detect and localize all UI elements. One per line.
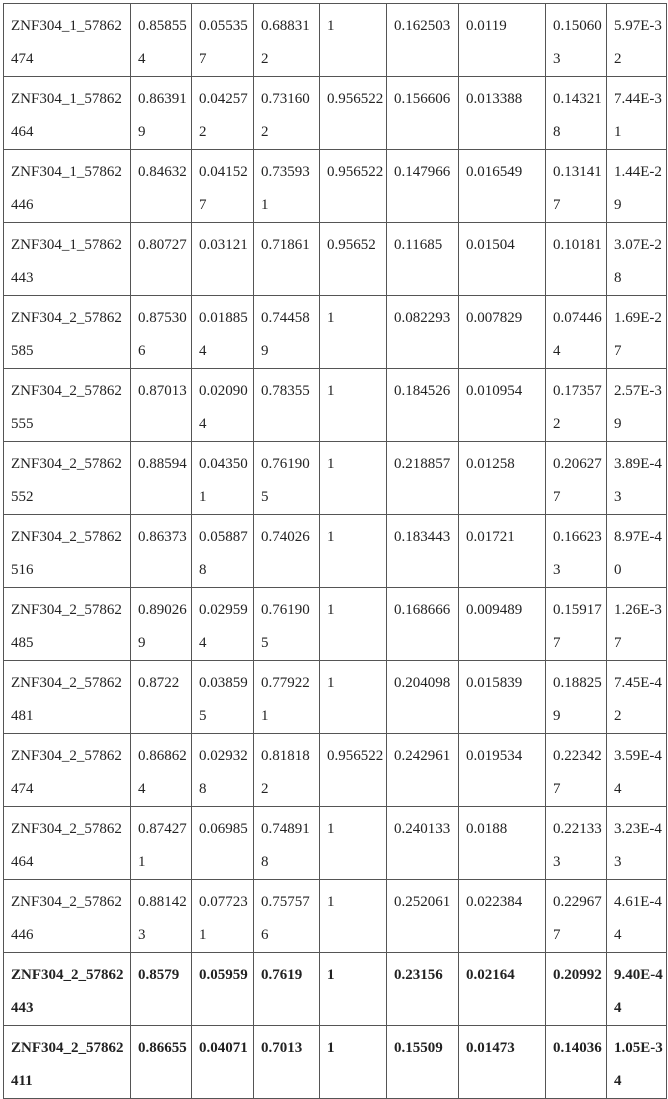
table-row [4, 953, 667, 1026]
value-cell: 0.055357 [192, 4, 254, 77]
value-cell: 0.074464 [546, 296, 607, 369]
value-cell: 0.0188 [459, 807, 546, 880]
value-cell: 0.8579 [131, 953, 192, 1026]
value-cell: 0.868624 [131, 734, 192, 807]
value-cell: 1 [320, 588, 387, 661]
value-cell: 0.082293 [387, 296, 459, 369]
table-row [4, 4, 667, 77]
value-cell: 0.168666 [387, 588, 459, 661]
value-cell: 0.166233 [546, 515, 607, 588]
value-cell: 0.95652 [320, 223, 387, 296]
row-id-cell: ZNF304_2_57862443 [4, 953, 131, 1026]
value-cell: 0.223427 [546, 734, 607, 807]
value-cell: 0.86373 [131, 515, 192, 588]
value-cell: 0.03121 [192, 223, 254, 296]
value-cell: 0.162503 [387, 4, 459, 77]
value-cell: 0.881423 [131, 880, 192, 953]
table-row [4, 807, 667, 880]
value-cell: 0.757576 [254, 880, 320, 953]
value-cell: 0.042572 [192, 77, 254, 150]
value-cell: 1.69E-27 [607, 296, 667, 369]
value-cell: 7.44E-31 [607, 77, 667, 150]
value-cell: 0.007829 [459, 296, 546, 369]
value-cell: 0.038595 [192, 661, 254, 734]
table-row [4, 588, 667, 661]
row-id-cell: ZNF304_2_57862474 [4, 734, 131, 807]
table-row [4, 880, 667, 953]
value-cell: 0.779221 [254, 661, 320, 734]
value-cell: 0.735931 [254, 150, 320, 223]
value-cell: 0.02164 [459, 953, 546, 1026]
value-cell: 0.143218 [546, 77, 607, 150]
row-id-cell: ZNF304_2_57862516 [4, 515, 131, 588]
value-cell: 0.04071 [192, 1026, 254, 1099]
value-cell: 1 [320, 515, 387, 588]
table-row [4, 734, 667, 807]
value-cell: 0.84632 [131, 150, 192, 223]
data-table [3, 3, 667, 1099]
value-cell: 0.956522 [320, 150, 387, 223]
value-cell: 0.87013 [131, 369, 192, 442]
value-cell: 0.077231 [192, 880, 254, 953]
value-cell: 1 [320, 807, 387, 880]
value-cell: 0.020904 [192, 369, 254, 442]
value-cell: 0.731602 [254, 77, 320, 150]
value-cell: 1 [320, 661, 387, 734]
value-cell: 0.221333 [546, 807, 607, 880]
value-cell: 0.010954 [459, 369, 546, 442]
value-cell: 0.131417 [546, 150, 607, 223]
value-cell: 1 [320, 442, 387, 515]
value-cell: 0.015839 [459, 661, 546, 734]
value-cell: 0.204098 [387, 661, 459, 734]
value-cell: 1 [320, 953, 387, 1026]
value-cell: 0.23156 [387, 953, 459, 1026]
value-cell: 0.01504 [459, 223, 546, 296]
value-cell: 0.009489 [459, 588, 546, 661]
value-cell: 1 [320, 880, 387, 953]
value-cell: 1 [320, 4, 387, 77]
value-cell: 0.043501 [192, 442, 254, 515]
row-id-cell: ZNF304_2_57862446 [4, 880, 131, 953]
table-row [4, 223, 667, 296]
value-cell: 9.40E-44 [607, 953, 667, 1026]
value-cell: 0.86655 [131, 1026, 192, 1099]
table-row [4, 369, 667, 442]
value-cell: 0.06985 [192, 807, 254, 880]
value-cell: 2.57E-39 [607, 369, 667, 442]
value-cell: 0.159177 [546, 588, 607, 661]
value-cell: 0.01721 [459, 515, 546, 588]
row-id-cell: ZNF304_2_57862555 [4, 369, 131, 442]
value-cell: 0.058878 [192, 515, 254, 588]
row-id-cell: ZNF304_2_57862485 [4, 588, 131, 661]
value-cell: 0.74026 [254, 515, 320, 588]
table-row [4, 296, 667, 369]
row-id-cell: ZNF304_2_57862464 [4, 807, 131, 880]
value-cell: 0.10181 [546, 223, 607, 296]
value-cell: 0.8722 [131, 661, 192, 734]
value-cell: 0.019534 [459, 734, 546, 807]
value-cell: 3.89E-43 [607, 442, 667, 515]
value-cell: 3.23E-43 [607, 807, 667, 880]
row-id-cell: ZNF304_2_57862411 [4, 1026, 131, 1099]
value-cell: 1.05E-34 [607, 1026, 667, 1099]
value-cell: 0.242961 [387, 734, 459, 807]
value-cell: 5.97E-32 [607, 4, 667, 77]
value-cell: 0.20992 [546, 953, 607, 1026]
value-cell: 0.71861 [254, 223, 320, 296]
value-cell: 0.80727 [131, 223, 192, 296]
value-cell: 0.956522 [320, 77, 387, 150]
value-cell: 0.15509 [387, 1026, 459, 1099]
row-id-cell: ZNF304_1_57862464 [4, 77, 131, 150]
value-cell: 0.05959 [192, 953, 254, 1026]
value-cell: 0.206277 [546, 442, 607, 515]
value-cell: 0.7013 [254, 1026, 320, 1099]
value-cell: 8.97E-40 [607, 515, 667, 588]
value-cell: 3.07E-28 [607, 223, 667, 296]
value-cell: 0.147966 [387, 150, 459, 223]
value-cell: 0.150603 [546, 4, 607, 77]
value-cell: 0.01258 [459, 442, 546, 515]
value-cell: 1.26E-37 [607, 588, 667, 661]
value-cell: 0.7619 [254, 953, 320, 1026]
value-cell: 0.874271 [131, 807, 192, 880]
row-id-cell: ZNF304_1_57862443 [4, 223, 131, 296]
value-cell: 1.44E-29 [607, 150, 667, 223]
value-cell: 0.748918 [254, 807, 320, 880]
table-row [4, 515, 667, 588]
value-cell: 0.252061 [387, 880, 459, 953]
value-cell: 1 [320, 369, 387, 442]
value-cell: 0.018854 [192, 296, 254, 369]
value-cell: 0.188259 [546, 661, 607, 734]
value-cell: 3.59E-44 [607, 734, 667, 807]
value-cell: 0.184526 [387, 369, 459, 442]
row-id-cell: ZNF304_1_57862446 [4, 150, 131, 223]
value-cell: 0.875306 [131, 296, 192, 369]
value-cell: 0.029328 [192, 734, 254, 807]
table-row [4, 661, 667, 734]
value-cell: 0.744589 [254, 296, 320, 369]
value-cell: 0.14036 [546, 1026, 607, 1099]
value-cell: 0.858554 [131, 4, 192, 77]
value-cell: 0.016549 [459, 150, 546, 223]
row-id-cell: ZNF304_2_57862585 [4, 296, 131, 369]
value-cell: 4.61E-44 [607, 880, 667, 953]
value-cell: 0.229677 [546, 880, 607, 953]
value-cell: 0.761905 [254, 442, 320, 515]
value-cell: 0.01473 [459, 1026, 546, 1099]
value-cell: 0.041527 [192, 150, 254, 223]
table-row [4, 150, 667, 223]
value-cell: 0.688312 [254, 4, 320, 77]
value-cell: 0.022384 [459, 880, 546, 953]
table-row [4, 1026, 667, 1099]
value-cell: 0.029594 [192, 588, 254, 661]
row-id-cell: ZNF304_2_57862552 [4, 442, 131, 515]
value-cell: 0.173572 [546, 369, 607, 442]
value-cell: 1 [320, 296, 387, 369]
value-cell: 0.890269 [131, 588, 192, 661]
row-id-cell: ZNF304_2_57862481 [4, 661, 131, 734]
row-id-cell: ZNF304_1_57862474 [4, 4, 131, 77]
value-cell: 0.761905 [254, 588, 320, 661]
value-cell: 0.013388 [459, 77, 546, 150]
value-cell: 0.863919 [131, 77, 192, 150]
value-cell: 1 [320, 1026, 387, 1099]
value-cell: 0.956522 [320, 734, 387, 807]
table-row [4, 77, 667, 150]
value-cell: 0.156606 [387, 77, 459, 150]
table-body [4, 4, 667, 1099]
value-cell: 0.78355 [254, 369, 320, 442]
table-row [4, 442, 667, 515]
value-cell: 0.183443 [387, 515, 459, 588]
value-cell: 0.11685 [387, 223, 459, 296]
value-cell: 0.0119 [459, 4, 546, 77]
value-cell: 0.88594 [131, 442, 192, 515]
value-cell: 0.240133 [387, 807, 459, 880]
value-cell: 0.218857 [387, 442, 459, 515]
value-cell: 7.45E-42 [607, 661, 667, 734]
value-cell: 0.818182 [254, 734, 320, 807]
